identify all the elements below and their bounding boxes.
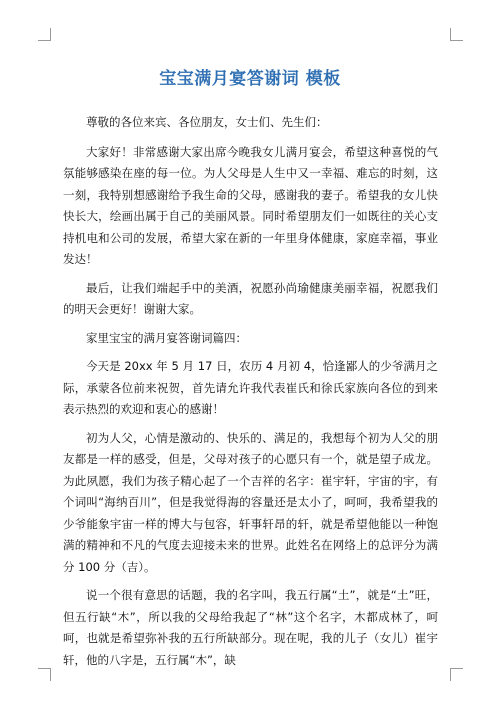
- paragraph-closing: 最后，让我们端起手中的美酒，祝愿孙尚瑜健康美丽幸福，祝愿我们的明天会更好！谢谢大家。: [63, 280, 438, 316]
- page-corner-mark-top-right: [450, 28, 463, 41]
- page-corner-mark-bottom-right: [450, 668, 463, 681]
- paragraph-section-heading: 家里宝宝的满月宴答谢词篇四：: [86, 330, 247, 345]
- document-title: 宝宝满月宴答谢词 模板: [159, 69, 341, 89]
- paragraph-naming: 初为人父，心情是激动的、快乐的、满足的，我想每个初为人父的朋友都是一样的感受，但是，父母对孩子的心愿只有一个，就是望子成龙。为此夙愿，我们为孩子精心起了一个吉祥的名字：崔宇轩，宇宙的宇，有个词叫“海纳百川”，但是我觉得海的容量还是太小了，呵呵，我希望我的少爷能象宇宙一样的博大与包容，轩事轩昂的轩，就是希望他能以一种饱满的精神和不凡的气度去迎接未来的世界。此姓名在网络上的总评分为满分 100 分（吉）。: [63, 430, 438, 574]
- paragraph-date: 今天是 20xx 年 5 月 17 日，农历 4 月初 4，恰逢鄙人的少爷满月之际，承蒙各位前来祝贺，首先请允许我代表崔氏和徐氏家族向各位的到来表示热烈的欢迎和衷心的感谢！: [63, 359, 438, 416]
- page-corner-mark-bottom-left: [38, 668, 51, 681]
- document-body: [63, 112, 438, 678]
- paragraph-greeting: 尊敬的各位来宾、各位朋友，女士们、先生们：: [86, 115, 328, 129]
- paragraph-five-elements: 说一个很有意思的话题，我的名字叫，我五行属“土”，就是“土”旺，但五行缺“木”，所以我的父母给我起了“林”这个名字，木都成林了，呵呵，也就是希望弥补我的五行所缺部分。现在呢，我的儿子（女儿）崔宇轩，他的八字是，五行属“木”，缺: [63, 588, 438, 667]
- paragraph-opening: 大家好！非常感谢大家出席今晚我女儿满月宴会，希望这种喜悦的气氛能够感染在座的每一位。为人父母是人生中又一幸福、难忘的时刻，这一刻，我特别想感谢给予我生命的父母，感谢我的妻子。希望我的女儿快快长大，绘画出属于自己的美丽风景。同时希望朋友们一如既往的关心支持机电和公司的发展，希望大家在新的一年里身体健康，家庭幸福，事业发达！: [63, 144, 438, 266]
- page-corner-mark-top-left: [38, 28, 51, 41]
